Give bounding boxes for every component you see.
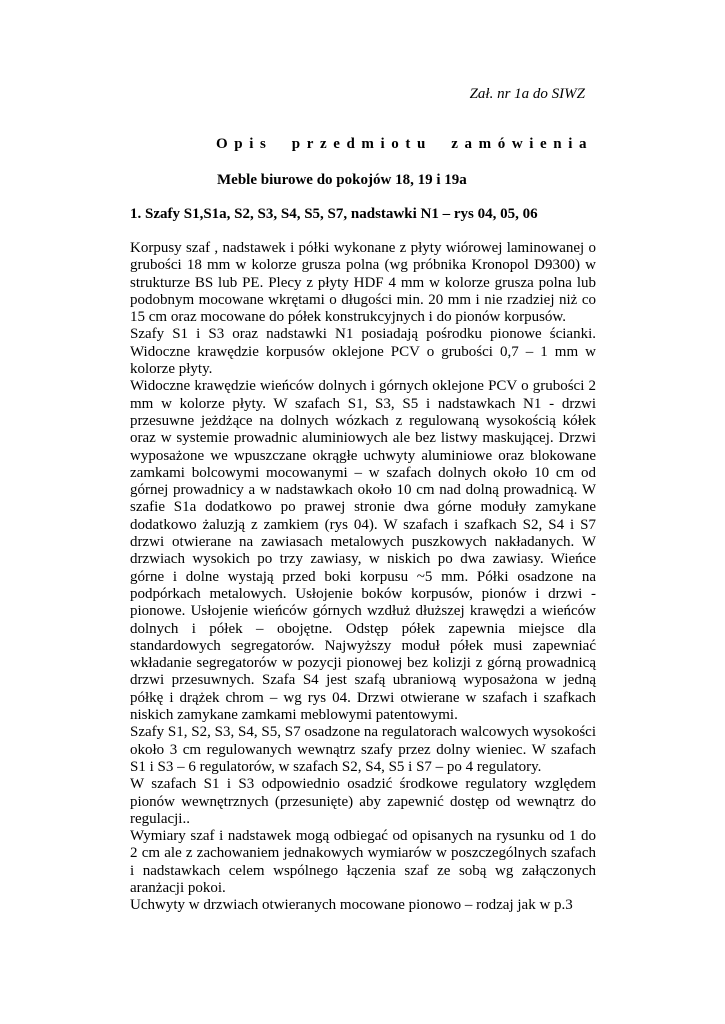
section-heading: 1. Szafy S1,S1a, S2, S3, S4, S5, S7, nadstawki N1 – rys 04, 05, 06	[130, 206, 538, 222]
attachment-note: Zał. nr 1a do SIWZ	[469, 86, 585, 102]
paragraph-materials: Korpusy szaf , nadstawek i półki wykonane z płyty wiórowej laminowanej o grubości 18 mm w kolorze grusza polna (wg próbnika Kronopol D9300) w strukturze BS lub PE. Plecy z płyty HDF 4 mm w kolorze grusza polna lub podobnym mocowane wkrętami o długości min. 20 mm i nie rzadziej niż co 15 cm oraz mocowane do półek konstrukcyjnych i do pionów korpusów.	[130, 240, 596, 326]
paragraph-regulators: Szafy S1, S2, S3, S4, S5, S7 osadzone na regulatorach walcowych wysokości około 3 cm regulowanych wewnątrz szafy przez dolny wieniec. W szafach S1 i S3 – 6 regulatorów, w szafach S2, S4, S5 i S7 – po 4 regulatory.	[130, 724, 596, 775]
document-title: Opis przedmiotu zamówienia	[216, 136, 594, 152]
paragraph-doors-and-shelves: Widoczne krawędzie wieńców dolnych i górnych oklejone PCV o grubości 2 mm w kolorze płyty. W szafach S1, S3, S5 i nadstawkach N1 - drzwi przesuwne jeżdżące na dolnych wózkach z regulowaną wysokością kółek oraz w systemie prowadnic aluminiowych ale bez listwy maskującej. Drzwi wyposażone we wpuszczane okrągłe uchwyty aluminiowe oraz blokowane zamkami bolcowymi mocowanymi – w szafach dolnych około 10 cm od górnej prowadnicy a w nadstawkach około 10 cm nad dolną prowadnicą. W szafie S1a dodatkowo po prawej stronie dwa górne moduły zamykane dodatkowo żaluzją z zamkiem (rys 04). W szafach i szafkach S2, S4 i S7 drzwi otwierane na zawiasach metalowych puszkowych nakładanych. W drzwiach wysokich po trzy zawiasy, w niskich po dwa zawiasy. Wieńce górne i dolne wystają przed boki korpusu ~5 mm. Półki osadzone na podpórkach metalowych. Usłojenie boków korpusów, pionów i drzwi - pionowe. Usłojenie wieńców górnych wzdłuż dłuższej krawędzi a wieńców dolnych i półek – obojętne. Odstęp półek zapewnia miejsce dla standardowych segregatorów. Najwyższy moduł półek musi zapewniać wkładanie segregatorów w pozycji pionowej bez kolizji z górną prowadnicą drzwi przesuwnych. Szafa S4 jest szafą ubraniową wyposażona w jedną półkę i drążek chrom – wg rys 04. Drzwi otwierane w szafach i szafkach niskich zamykane zamkami meblowymi patentowymi.	[130, 378, 596, 724]
paragraph-dimensions: Wymiary szaf i nadstawek mogą odbiegać od opisanych na rysunku od 1 do 2 cm ale z zachowaniem jednakowych wymiarów w poszczególnych szafach i nadstawkach celem wspólnego łączenia szaf ze sobą wg załączonych aranżacji pokoi.	[130, 828, 596, 896]
paragraph-regulator-placement: W szafach S1 i S3 odpowiednio osadzić środkowe regulatory względem pionów wewnętrznych (przesunięte) aby zapewnić dostęp od wewnątrz do regulacji..	[130, 776, 596, 827]
document-subtitle: Meble biurowe do pokojów 18, 19 i 19a	[217, 172, 467, 188]
paragraph-vertical-panels: Szafy S1 i S3 oraz nadstawki N1 posiadają pośrodku pionowe ścianki. Widoczne krawędzie korpusów oklejone PCV o grubości 0,7 – 1 mm w kolorze płyty.	[130, 326, 596, 378]
paragraph-handles: Uchwyty w drzwiach otwieranych mocowane pionowo – rodzaj jak w p.3	[130, 897, 573, 914]
section-body	[130, 240, 596, 915]
